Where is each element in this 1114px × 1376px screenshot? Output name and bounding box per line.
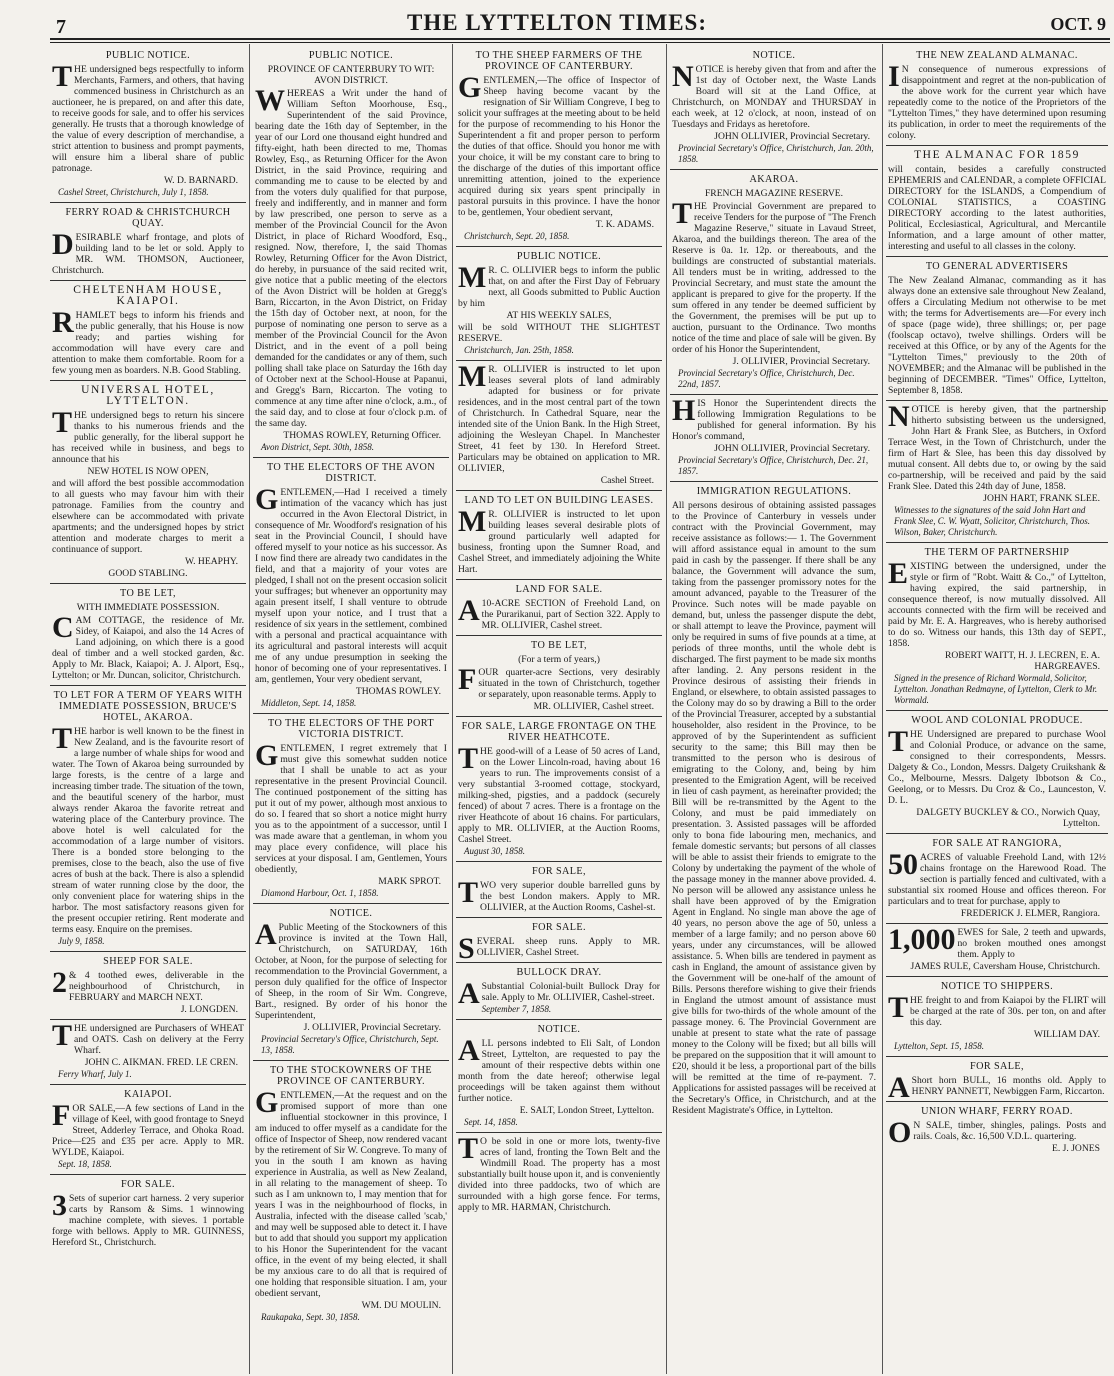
ad-heading: FOR SALE, xyxy=(970,1061,1024,1072)
advertisement xyxy=(456,717,662,862)
ad-body xyxy=(458,594,660,631)
ad-heading: CHELTENHAM HOUSE, KAIAPOI. xyxy=(73,284,223,307)
advertisement xyxy=(50,686,246,952)
ad-signature: WILLIAM DAY. xyxy=(1033,1029,1100,1040)
ad-heading: LAND FOR SALE. xyxy=(515,584,603,595)
drop-cap: A xyxy=(458,977,480,1010)
column-1 xyxy=(50,46,246,1370)
ad-heading: PUBLIC NOTICE. xyxy=(308,50,394,61)
advertisement xyxy=(456,1020,662,1133)
ad-body xyxy=(52,966,244,1003)
ad-signature: THOMAS ROWLEY. xyxy=(355,686,441,697)
ad-signature: JOHN HART, FRANK SLEE. xyxy=(983,493,1100,504)
ad-dateline: September 7, 1858. xyxy=(481,1004,552,1014)
ad-body xyxy=(458,261,660,309)
ad-signature: DALGETY BUCKLEY & CO., Norwich Quay, Lyttelton. xyxy=(916,807,1100,829)
ad-dateline: Provincial Secretary's Office, Christchurch, Dec. 21, 1857. xyxy=(678,455,869,476)
ad-signature: MR. OLLIVIER, Cashel street. xyxy=(533,701,654,712)
ad-text: Substantial Colonial-built Bullock Dray for sale. Apply to Mr. OLLIVIER, Cashel-street. xyxy=(481,981,660,1003)
page-number: 7 xyxy=(56,16,66,38)
advertisement xyxy=(50,381,246,584)
ad-heading: WOOL AND COLONIAL PRODUCE. xyxy=(911,715,1083,726)
ad-heading: PUBLIC NOTICE. xyxy=(105,50,191,61)
drop-cap: T xyxy=(458,876,479,909)
advertisement xyxy=(50,1085,246,1175)
ad-body xyxy=(888,60,1106,141)
masthead-rule xyxy=(50,38,1110,40)
ad-text: ENTLEMEN,—The office of Inspector of Sheep having become vacant by the resignation of Sir William Congreve, I beg to solicit your suffrages at the meeting about to be held for the purpose of recommending to his Honor the Superintendent a fit and proper person to perform the duties of that office. Should you honor me with your choice, it will be my constant care to bring to the discharge of the duties of this important office unremitting attention, joined to the experience acquired during six years spent principally in pastoral pursuits in this province. I have the honor to be, gentlemen, Your obedient servant, xyxy=(458,75,660,218)
drop-cap: T xyxy=(52,60,73,93)
advertisement xyxy=(886,924,1108,977)
drop-cap: G xyxy=(255,1086,279,1119)
ad-heading: FOR SALE, LARGE FRONTAGE ON THE RIVER HEATHCOTE. xyxy=(461,721,657,743)
ad-text: Short horn BULL, 16 months old. Apply to HENRY PANNETT, Newbiggen Farm, Riccarton. xyxy=(911,1075,1106,1097)
drop-cap: 50 xyxy=(888,848,918,881)
column-5 xyxy=(886,46,1108,1370)
ad-signature: J. LONGDEN. xyxy=(180,1004,238,1015)
ad-text: 10-ACRE SECTION of Freehold Land, on the Purarikanui, part of Section 322. Apply to MR. OLLIVIER, Cashel street. xyxy=(481,598,660,631)
drop-cap: 2 xyxy=(52,966,67,999)
drop-cap: T xyxy=(52,722,73,755)
advertisement xyxy=(253,1061,449,1327)
ad-body xyxy=(888,725,1106,806)
advertisement xyxy=(456,918,662,963)
advertisement xyxy=(670,395,878,482)
ad-body xyxy=(888,164,1106,252)
drop-cap: R xyxy=(52,306,74,339)
column-2 xyxy=(253,46,449,1370)
advertisement xyxy=(456,491,662,580)
drop-cap: T xyxy=(52,406,73,439)
drop-cap: M xyxy=(458,360,487,393)
ad-body xyxy=(52,722,244,935)
advertisement xyxy=(456,963,662,1020)
ad-body xyxy=(458,360,660,474)
ad-dateline: Lyttelton, Sept. 15, 1858. xyxy=(894,1041,984,1051)
ad-body xyxy=(888,557,1106,649)
ad-dateline: Middleton, Sept. 14, 1858. xyxy=(261,698,357,708)
column-3 xyxy=(456,46,662,1370)
advertisement xyxy=(456,862,662,918)
ad-heading: TO THE ELECTORS OF THE PORT VICTORIA DISTRICT. xyxy=(268,718,434,740)
ad-dateline: Provincial Secretary's Office, Christchurch, Jan. 20th, 1858. xyxy=(678,143,874,164)
ad-dateline: Sept. 14, 1858. xyxy=(464,1117,518,1127)
ad-text: HEREAS a Writ under the hand of William Sefton Moorhouse, Esq., Superintendent of the said Province, bearing date the 16th day of September, in the year of our Lord one thousand eight hundred and fifty-eight, hath been directed to me, Thomas Rowley, Esq., as Returning Officer for the Avon District, in the said Province, requiring and commanding me to cause to be elected by and from the voters duly qualified for that purpose, freely and indifferently, and in manner and form by law prescribed, one person to serve as a member of the Provincial Council for the Avon District, in place of Richard Woodford, Esq., resigned. Now, therefore, I, the said Thomas Rowley, Returning Officer for the Avon District, do hereby, in pursuance of the said recited writ, give notice that a public meeting of the electors of the Avon District will be holden at Gregg's Barn, Riccarton, in the Avon District, on Friday the 15th day of October next, at noon, for the purpose of nominating one person to serve as a member of the Provincial Council for the Avon District, and in the event of a poll being demanded for the candidates or any of them, such polling shall take place on Saturday the 16th day of October next at the School-House at Papanui, and Gregg's Barn, Riccarton. The voting to commence at any time after nine o'clock, a.m., of the said day, and to close at four o'clock p.m. of the same day. xyxy=(255,88,447,429)
ad-body xyxy=(255,918,447,1021)
ad-text: ACRES of valuable Freehold Land, with 12½ chains frontage on the Harewood Road. The section is partially fenced and cultivated, with a substantial six roomed House and offices thereon. For particulars and to treat for purchase, apply to xyxy=(888,852,1106,907)
advertisement xyxy=(456,580,662,636)
ad-body xyxy=(458,505,660,575)
ad-heading: TO LET FOR A TERM OF YEARS WITH IMMEDIATE POSSESSION, BRUCE'S HOTEL, AKAROA. xyxy=(53,690,243,723)
ad-body xyxy=(52,1019,244,1056)
advertisement xyxy=(456,247,662,361)
ad-subheading: WITH IMMEDIATE POSSESSION. xyxy=(76,602,220,613)
ad-heading: PUBLIC NOTICE. xyxy=(516,251,602,262)
advertisement xyxy=(456,636,662,717)
ad-text-continued: will be sold WITHOUT THE SLIGHTEST RESERVE. xyxy=(458,322,660,344)
ad-heading: THE NEW ZEALAND ALMANAC. xyxy=(916,50,1078,61)
ad-dateline: Provincial Secretary's Office, Christchurch, Dec. 22nd, 1857. xyxy=(678,368,855,389)
ad-body xyxy=(888,275,1106,396)
ad-text: EVERAL sheep runs. Apply to MR. OLLIVIER, Cashel Street. xyxy=(476,936,660,958)
ad-signature: E. SALT, London Street, Lyttelton. xyxy=(519,1105,654,1116)
ad-signature: E. J. JONES xyxy=(1052,1143,1100,1154)
ad-body xyxy=(255,483,447,685)
advertisement xyxy=(50,203,246,281)
ad-text: R. OLLIVIER is instructed to let upon building leases several desirable plots of ground particularly well adapted for business, fronting upon the Sumner Road, and Cashel Street, and immediately adjoining the White Hart. xyxy=(458,509,660,575)
ad-body xyxy=(52,60,244,174)
issue-date: OCT. 9 xyxy=(1050,14,1106,34)
ad-dateline: Cashel Street, Christchurch, July 1, 1858. xyxy=(58,187,209,197)
advertisement xyxy=(50,952,246,1020)
ad-body xyxy=(458,932,660,965)
ad-text: The New Zealand Almanac, commanding as it has always done an extensive sale throughout New Zealand, offers a Circulating Medium not otherwise to be met with; the terms for Advertisements are—For every inch of space (page wide), three shillings; or, per page (foolscap octavo), twelve shillings. Orders will be received at this Office, or by any of the Agents for the "Lyttelton Times," previously to the 20th of NOVEMBER; and the Almanac will be published in the beginning of DECEMBER. "Times" Office, Lyttelton, September 8, 1858. xyxy=(888,275,1106,396)
ad-text: HE harbor is well known to be the finest in New Zealand, and is the favourite resort of a large number of whale ships for wood and water. The Town of Akaroa being surrounded by large forests, is the centre of a large and increasing timber trade. The situation of the town, and the beautiful scenery of the harbor, must always render Akaroa the favorite retreat and watering place of the Canterbury province. The above hotel is well calculated for the accommodation of a large number of visitors. There is a bonded store belonging to the premises, close to the beach, also the use of five acres of bush at the back. There is also a splendid stream of water running close by the door, the only convenient place for watering ships in the harbor. The most satisfactory reasons given for the present occupier retiring. Rent moderate and terms easy. Enquire on the premises. xyxy=(52,726,244,935)
ad-heading: TO BE LET, xyxy=(120,588,176,599)
ad-body xyxy=(458,71,660,218)
ad-note: GOOD STABLING. xyxy=(108,568,188,579)
advertisement xyxy=(456,46,662,247)
ad-heading: BULLOCK DRAY. xyxy=(516,967,602,978)
drop-cap: T xyxy=(672,197,693,230)
drop-cap: T xyxy=(52,1019,73,1052)
drop-cap: A xyxy=(888,1071,910,1104)
drop-cap: I xyxy=(888,60,900,93)
ad-text: XISTING between the undersigned, under the style or firm of "Robt. Waitt & Co.," of Lyttelton, having expired, the said partnership, in consequence thereof, is now mutually dissolved. All accounts connected with the firm will be received and paid by Mr. E. A. Hargreaves, who is hereby authorised to do so. Witness our hands, this 13th day of SEPT., 1858. xyxy=(888,561,1106,649)
newspaper-title: THE LYTTELTON TIMES: xyxy=(407,10,707,35)
ad-text: N SALE, timber, shingles, palings. Posts and rails. Coals, &c. 16,500 V.D.L. quartering. xyxy=(913,1120,1106,1142)
ad-heading: NOTICE. xyxy=(752,50,796,61)
ad-subheading: (For a term of years,) xyxy=(518,654,600,665)
ad-body xyxy=(458,876,660,913)
ad-heading: FOR SALE. xyxy=(532,922,586,933)
ad-heading: FOR SALE. xyxy=(121,1179,175,1190)
advertisement xyxy=(456,361,662,491)
ad-heading: TO THE ELECTORS OF THE AVON DISTRICT. xyxy=(266,462,436,484)
ad-text: R. C. OLLIVIER begs to inform the public that, on and after the First Day of February next, all Goods submitted to Public Auction by him xyxy=(458,265,660,309)
advertisement xyxy=(253,904,449,1061)
advertisement xyxy=(886,543,1108,711)
drop-cap: D xyxy=(52,228,74,261)
ad-heading: TO BE LET, xyxy=(531,640,587,651)
ad-text: R. OLLIVIER is instructed to let upon leases several plots of land admirably adapted for business or for private residences, and in the most central part of the town of Christchurch. In Cathedral Square, near the intended site of the Union Bank. In the High Street, adjoining the Wesleyan Chapel. In Manchester Street, 41 feet by 130. In Hereford Street. Particulars may be obtained on application to MR. OLLIVIER, xyxy=(458,364,660,474)
advertisement xyxy=(50,1175,246,1252)
ad-body xyxy=(672,394,876,442)
ad-subheading: PROVINCE OF CANTERBURY TO WIT: AVON DISTRICT. xyxy=(267,64,435,86)
advertisement xyxy=(886,711,1108,834)
ad-body xyxy=(672,197,876,355)
drop-cap: F xyxy=(52,1099,71,1132)
ad-signature: JOHN C. AIKMAN. FRED. LE CREN. xyxy=(84,1057,238,1068)
drop-cap: A xyxy=(458,594,480,627)
advertisement xyxy=(886,1102,1108,1158)
ad-heading: AKAROA. xyxy=(749,174,799,185)
drop-cap: M xyxy=(458,261,487,294)
ad-heading: IMMIGRATION REGULATIONS. xyxy=(696,486,852,497)
ad-text: ENTLEMEN,—At the request and on the promised support of more than one influential stockowner in this province, I am induced to offer myself as a candidate for the office of Inspector of Sheep, now rendered vacant by the retirement of Sir W. Congreve. To many of you in the south I am known as having experience in Australia, as well as New Zealand, in all relating to the management of sheep. To such as I am unknown to, I may mention that for years I was in the neighbourhood of flocks, in Australia, infected with the disease called 'scab,' and may well be supposed able to detect it. I have but to add that should you support my application to his Honor the Superintendent for the vacant office, in the event of my being elected, it shall be my anxious care to do all that is required of one holding that responsible situation. I am, your obedient servant, xyxy=(255,1090,447,1299)
drop-cap: W xyxy=(255,84,285,117)
ad-heading: THE ALMANAC FOR 1859 xyxy=(914,149,1080,161)
ad-signature: WM. DU MOULIN. xyxy=(361,1300,441,1311)
drop-cap: 1,000 xyxy=(888,923,956,956)
drop-cap: A xyxy=(255,918,277,951)
ad-dateline: Sept. 18, 1858. xyxy=(58,1159,112,1169)
ad-dateline: Avon District, Sept. 30th, 1858. xyxy=(261,442,374,452)
ad-body xyxy=(52,611,244,681)
ad-body xyxy=(458,1132,660,1213)
advertisement xyxy=(886,977,1108,1057)
ad-signature: FREDERICK J. ELMER, Rangiora. xyxy=(960,908,1100,919)
ad-signature: T. K. ADAMS. xyxy=(595,219,654,230)
ad-signature: J. OLLIVIER, Provincial Secretary. xyxy=(303,1022,441,1033)
ad-text: HE undersigned begs to return his sincere thanks to his numerous friends and the public generally, for the liberal support he has received while in business, and begs to announce that his xyxy=(52,410,244,465)
column-divider xyxy=(249,44,250,1374)
drop-cap: M xyxy=(458,505,487,538)
ad-text: will contain, besides a carefully constructed EPHEMERIS and CALENDAR, a complete OFFICIAL DIRECTORY for the ISLANDS, a Compendium of COLONIAL STATISTICS, a COASTING DIRECTORY according to the latest authorities, Political, Ecclesiastical, Agricultural, and Mercantile Information, and a large amount of other matter, interesting and useful to all classes in the colony. xyxy=(888,164,1106,252)
ad-body xyxy=(888,848,1106,907)
ad-signature: W. D. BARNARD. xyxy=(163,175,238,186)
ad-text: Sets of superior cart harness. 2 very superior carts by Ransom & Sims. 1 winnowing machine complete, with sieves. 1 portable forge with bellows. Apply to MR. GUINNESS, Hereford St., Christchurch. xyxy=(52,1193,244,1248)
ad-dateline: August 30, 1858. xyxy=(464,846,526,856)
advertisement xyxy=(50,584,246,686)
advertisement xyxy=(253,458,449,714)
ad-text-continued: and will afford the best possible accommodation to all guests who may favour him with their patronage. Families from the country and elsewhere can be accommodated with private apartments; and the undersigned hopes by strict attention and moderate charges to merit a continuance of support. xyxy=(52,478,244,555)
ad-body xyxy=(458,1034,660,1104)
advertisement xyxy=(253,714,449,904)
advertisement xyxy=(670,46,878,170)
ad-signature: JOHN OLLIVIER, Provincial Secretary. xyxy=(714,443,870,454)
drop-cap: N xyxy=(888,400,910,433)
ad-text: HE Undersigned are prepared to purchase Wool and Colonial Produce, or advance on the same, consigned to their correspondents, Messrs. Dalgety & Co., London, Messrs. Dalgety Cruikshank & Co., Melbourne, Messrs. Dalgety Ibbotson & Co., Geelong, or to Messrs. Du Croz & Co., Launceston, V. D. L. xyxy=(888,729,1106,806)
drop-cap: T xyxy=(888,725,909,758)
ad-text: N consequence of numerous expressions of disappointment and regret at the non-publication of the above work for the current year which have repeatedly come to the notice of the Proprietors of the "Lyttelton Times," they have determined upon resuming its publication, in order to meet the requirements of the colony. xyxy=(888,64,1106,141)
drop-cap: T xyxy=(458,742,479,775)
advertisement xyxy=(886,401,1108,543)
ad-body xyxy=(888,923,1106,960)
ad-body xyxy=(672,60,876,130)
ad-body xyxy=(672,500,876,1116)
ad-dateline: Witnesses to the signatures of the said John Hart and Frank Slee, C. W. Wyatt, Solicitor, Christchurch, Thos. Wilson, Baker, Christchurch. xyxy=(894,505,1091,537)
advertisement xyxy=(50,1020,246,1085)
ad-dateline: Diamond Harbour, Oct. 1, 1858. xyxy=(261,888,379,898)
ad-text: OTICE is hereby given, that the partnership hitherto subsisting between us the undersigned, John Hart & Frank Slee, as Butchers, in Oxford Terrace West, in the Town of Christchurch, under the firm of Hart & Slee, has been this day dissolved by mutual consent. All debts due to, or owing by the said co-partnership, will be received and paid by the said Frank Slee. Dated this 24th day of June, 1858. xyxy=(888,404,1106,492)
advertisement xyxy=(253,46,449,458)
ad-body xyxy=(52,306,244,376)
ad-heading: KAIAPOI. xyxy=(124,1089,172,1100)
ad-body xyxy=(52,406,244,465)
ad-body xyxy=(888,991,1106,1028)
ad-text: HE Provincial Government are prepared to receive Tenders for the purpose of "The French Magazine Reserve," situate in Lavaud Street, Akaroa, and the buildings thereon. The area of the Reserve is 0a. 1r. 12p. or thereabouts, and the buildings are constructed of substantial materials. All tenders must be in writing, addressed to the Provincial Secretary, and must state the amount the applicant is prepared to give for the property. If the sum offered in any tender be deemed sufficient by the Government, the premises will be put up to auction, pursuant to the Ordinance. Two months notice of the time and place of sale will be given. By order of his Honor the Superintendent, xyxy=(672,201,876,355)
ad-text: OTICE is hereby given that from and after the 1st day of October next, the Waste Lands Board will sit at the Land Office, at Christchurch, on MONDAY and THURSDAY in each week, at 12 o'clock, at noon, instead of on Tuesdays and Fridays as heretofore. xyxy=(672,64,876,130)
ad-text: IS Honor the Superintendent directs the following Immigration Regulations to be published for general information. By his Honor's command, xyxy=(672,398,876,442)
ad-heading: UNION WHARF, FERRY ROAD. xyxy=(921,1106,1073,1117)
drop-cap: N xyxy=(672,60,694,93)
drop-cap: G xyxy=(255,483,279,516)
ad-signature: JOHN OLLIVIER, Provincial Secretary. xyxy=(714,131,870,142)
ad-heading: LAND TO LET ON BUILDING LEASES. xyxy=(464,495,654,506)
ad-text: EWES for Sale, 2 teeth and upwards, no broken mouthed ones amongst them. Apply to xyxy=(957,927,1106,960)
drop-cap: O xyxy=(888,1116,912,1149)
advertisement xyxy=(670,482,878,1120)
ad-body xyxy=(888,400,1106,492)
column-4 xyxy=(670,46,878,1370)
ad-dateline: Ferry Wharf, July 1. xyxy=(58,1069,132,1079)
ad-body xyxy=(52,1099,244,1158)
ad-heading: NOTICE. xyxy=(537,1024,581,1035)
drop-cap: G xyxy=(458,71,482,104)
advertisement xyxy=(456,1133,662,1217)
ad-text: HE undersigned are Purchasers of WHEAT and OATS. Cash on delivery at the Ferry Wharf. xyxy=(74,1023,244,1056)
ad-heading: NOTICE. xyxy=(329,908,373,919)
ad-text: All persons desirous of obtaining assisted passages to the Province of Canterbury in vessels under contract with the Provincial Government, may receive assistance as follows:— 1. The Government will afford assistance equal in amount to the sum paid in cash by the passenger. If there shall be any balance, the Government will advance the sum, taking from the passenger promissory notes for the amount advanced, payable to the Treasurer of the Province. Such notes will be made payable on demand, but, unless the passenger dispute the debt, or shall attempt to leave the Province, payment will only be required in sums of five pounds at a time, at periods of three months, until the whole debt is discharged. The first payment to be made six months after landing. 2. Any persons resident in the Province desirous of assisting their friends in England, or elsewhere, to obtain assisted passages to the Colony may do so by drawing a Bill to the order of the Provincial Treasurer, accepted by a substantial householder, also resident in the Province, to be approved of by the Superintendent as sufficient security to the same; this Bill may then be transmitted to the person who is desirous of emigrating to the Colony, and, being by him presented to the Emigration Agent, will be received in lieu of cash payment, as hereinafter provided; the Bill will be re-transmitted by the Agent to the Colony, and must be paid immediately on presentation. 3. Assisted passages will be afforded only to bona fide labouring men, mechanics, and female domestic servants; but persons of all classes will be able to assist their friends to emigrate to the Colony by undertaking the payment of the whole of the passage money in the manner above provided. 4. No person will be allowed any assistance unless he shall have been approved of by the Emigration Agent in England. No single man above the age of 40 years, no person above the age of 50, unless a member of a large family; and no person above 60 years, under any circumstances, will be allowed assistance. 5. When bills are tendered in payment as cash in England, the amount of assistance given by the Government will be one-half of the amount of Bills. Persons therefore wishing to give their friends in England the utmost amount of assistance must give bills for two-thirds of the whole amount of the passage money. 6. The Provincial Government are unable at present to state what the rate of passage money to the Colony will be fixed; but all bills will be prepared on the supposition that it will amount to £20, should it be less, a proportional part of the bills will be remitted at the time of re-payment. 7. Applications for assisted passages will be received at the Secretary's Office, in Christchurch, and at the Resident Magistrate's Office, in Lyttelton. xyxy=(672,500,876,1116)
ad-body xyxy=(52,1189,244,1248)
ad-subheading: FRENCH MAGAZINE RESERVE. xyxy=(704,188,844,199)
drop-cap: C xyxy=(52,611,74,644)
ad-text: AM COTTAGE, the residence of Mr. Sidey, of Kaiapoi, and also the 14 Acres of Land adjoining, on which there is a good deal of timber and a well stocked garden, &c. Apply to Mr. Black, Kaiapoi; A. J. Alport, Esq., Lyttelton; or Mr. Duncan, solicitor, Christchurch. xyxy=(52,615,244,681)
drop-cap: G xyxy=(255,739,279,772)
column-divider xyxy=(452,44,453,1374)
ad-signature: MARK SPROT. xyxy=(378,876,441,887)
ad-heading: TO THE SHEEP FARMERS OF THE PROVINCE OF CANTERBURY. xyxy=(475,50,643,72)
drop-cap: S xyxy=(458,932,475,965)
drop-cap: 3 xyxy=(52,1189,67,1222)
drop-cap: F xyxy=(458,663,477,696)
ad-body xyxy=(255,1086,447,1299)
ad-emphasis: NEW HOTEL IS NOW OPEN, xyxy=(87,466,209,477)
column-divider xyxy=(666,44,667,1374)
ad-dateline: Signed in the presence of Richard Wormald, Solicitor, Lyttelton. Jonathan Redmayne, of Lyttelton, Clerk to Mr. Wormald. xyxy=(894,673,1098,705)
ad-heading: FOR SALE, xyxy=(532,866,586,877)
ad-body xyxy=(888,1071,1106,1104)
ad-body xyxy=(255,84,447,429)
ad-heading: FOR SALE AT RANGIORA, xyxy=(932,838,1062,849)
ad-emphasis: AT HIS WEEKLY SALES, xyxy=(506,310,612,321)
ad-signature: W. HEAPHY. xyxy=(184,556,238,567)
ad-text: ENTLEMEN, I regret extremely that I must give this somewhat sudden notice that I shall be unable to act as your representative in the present Provincial Council. The continued postponement of the sitting has put it out of my power, although most anxious to do so. I feared that so short a notice might hurry you as to the appointment of a successor, until I was made aware that a gentleman, in whom you may place every confidence, will place his services at your disposal. I am, Gentlemen, Yours obediently, xyxy=(255,743,447,875)
ad-dateline: July 9, 1858. xyxy=(58,936,105,946)
ad-text: O be sold in one or more lots, twenty-five acres of land, fronting the Town Belt and the Windmill Road. The property has a most substantially built house upon it, and is conveniently divided into three paddocks, two of which are surrounded with a high gorse fence. For terms, apply to MR. HARMAN, Christchurch. xyxy=(458,1136,660,1213)
advertisement xyxy=(670,170,878,395)
ad-text: HAMLET begs to inform his friends and the public generally, that his House is now ready; and parties wishing for accommodation will have every care and attention to make them comfortable. Room for a few young men as boarders. N.B. Good Stabling. xyxy=(52,310,244,376)
ad-heading: THE TERM OF PARTNERSHIP xyxy=(924,547,1070,558)
ad-text: WO very superior double barrelled guns by the best London makers. Apply to MR. OLLIVIER, at the Auction Rooms, Cashel-st. xyxy=(480,880,660,913)
ad-heading: TO THE STOCKOWNERS OF THE PROVINCE OF CANTERBURY. xyxy=(269,1065,433,1087)
masthead-rule-thin xyxy=(50,42,1110,43)
advertisement xyxy=(886,46,1108,146)
ad-dateline: Raukapaka, Sept. 30, 1858. xyxy=(261,1312,360,1322)
ad-text: HE undersigned begs respectfully to inform Merchants, Farmers, and others, that having commenced business in Christchurch as an auctioneer, he is prepared, on and after this date, to receive goods for sale, and to offer his services generally. He trusts that a thorough knowledge of the value of every description of merchandise, a strict attention to business and prompt payments, will ensure him a liberal share of public patronage. xyxy=(52,64,244,174)
drop-cap: T xyxy=(458,1132,479,1165)
ad-text: HE good-will of a Lease of 50 acres of Land, on the Lower Lincoln-road, having about 16 years to run. The improvements consist of a very substantial 3-roomed cottage, stockyard, milking-shed, pigsties, and a paddock (securely fenced) of about 7 acres. There is a frontage on the river Heathcote of about 16 chains. For particulars, apply to MR. OLLIVIER, at the Auction Rooms, Cashel Street. xyxy=(458,746,660,845)
ad-body xyxy=(52,228,244,276)
ad-text: & 4 toothed ewes, deliverable in the neighbourhood of Christchurch, in FEBRUARY and MARCH NEXT. xyxy=(69,970,244,1003)
ad-heading: FERRY ROAD & CHRISTCHURCH QUAY. xyxy=(65,207,231,229)
ad-heading: TO GENERAL ADVERTISERS xyxy=(925,261,1069,272)
drop-cap: A xyxy=(458,1034,480,1067)
ad-signature: Cashel Street. xyxy=(600,475,654,486)
ad-dateline: Christchurch, Jan. 25th, 1858. xyxy=(464,345,574,355)
ad-signature: THOMAS ROWLEY, Returning Officer. xyxy=(283,430,441,441)
ad-text: OUR quarter-acre Sections, very desirably situated in the town of Christchurch, together or separately, upon reasonable terms. Apply to xyxy=(478,667,660,700)
ad-text: OR SALE,—A few sections of Land in the village of Keel, with good frontage to Sneyd Street, Adderley Terrace, and Ohoka Road. Price—£25 and £35 per acre. Apply to MR. WYLDE, Kaiapoi. xyxy=(52,1103,244,1158)
ad-body xyxy=(255,739,447,875)
ad-signature: JAMES RULE, Caversham House, Christchurch. xyxy=(910,961,1100,972)
advertisement xyxy=(50,281,246,381)
ad-heading: SHEEP FOR SALE. xyxy=(103,956,193,967)
ad-signature: ROBERT WAITT, H. J. LECREN, E. A. HARGREAVES. xyxy=(944,650,1100,672)
advertisement xyxy=(50,46,246,203)
ad-body xyxy=(458,742,660,845)
drop-cap: E xyxy=(888,557,909,590)
advertisement xyxy=(886,146,1108,257)
drop-cap: H xyxy=(672,394,696,427)
advertisement xyxy=(886,834,1108,924)
ad-text: ESIRABLE wharf frontage, and plots of building land to be let or sold. Apply to MR. WM. THOMSON, Auctioneer, Christchurch. xyxy=(52,232,244,276)
ad-heading: UNIVERSAL HOTEL, LYTTELTON. xyxy=(81,384,215,407)
ad-dateline: Christchurch, Sept. 20, 1858. xyxy=(464,231,570,241)
ad-text: ENTLEMEN,—Had I received a timely intimation of the vacancy which has just occurred in the Avon Electoral District, in consequence of Mr. Woodford's resignation of his seat in the Provincial Council, I should have offered myself to your notice as his successor. As I now find there are already two candidates in the field, and that a majority of your votes are pledged, I shall not on the present occasion solicit your suffrages; but whenever an opportunity may again present itself, I shall venture to obtrude myself upon your notice, and I trust that a residence of six years in the settlement, combined with a personal and practical acquaintance with its agricultural and pastoral interests will acquit me of any undue presumption in seeking the honor of becoming one of your representatives. I am, gentlemen, Your very obedient servant, xyxy=(255,487,447,685)
ad-dateline: Provincial Secretary's Office, Christchurch, Sept. 13, 1858. xyxy=(261,1034,439,1055)
ad-text: Public Meeting of the Stockowners of this province is invited at the Town Hall, Christchurch, on SATURDAY, 16th October, at Noon, for the purpose of selecting for recommendation to the Provincial Government, a person duly qualified for the office of Inspector of Sheep, in the room of Sir Wm. Congreve, Bart., resigned. By order of his honor the Superintendent, xyxy=(255,922,447,1021)
drop-cap: T xyxy=(888,991,909,1024)
advertisement xyxy=(886,1057,1108,1102)
masthead xyxy=(0,0,1114,40)
ad-body xyxy=(458,663,660,700)
column-divider xyxy=(882,44,883,1374)
advertisement xyxy=(886,257,1108,401)
ad-text: HE freight to and from Kaiapoi by the FLIRT will be charged at the rate of 30s. per ton, on and after this day. xyxy=(910,995,1106,1028)
ad-signature: J. OLLIVIER, Provincial Secretary. xyxy=(732,356,870,367)
ad-text: LL persons indebted to Eli Salt, of London Street, Lyttelton, are requested to pay the amount of their respective debts within one month from the date hereof; otherwise legal proceedings will be taken against them without further notice. xyxy=(458,1038,660,1104)
ad-heading: NOTICE TO SHIPPERS. xyxy=(940,981,1054,992)
